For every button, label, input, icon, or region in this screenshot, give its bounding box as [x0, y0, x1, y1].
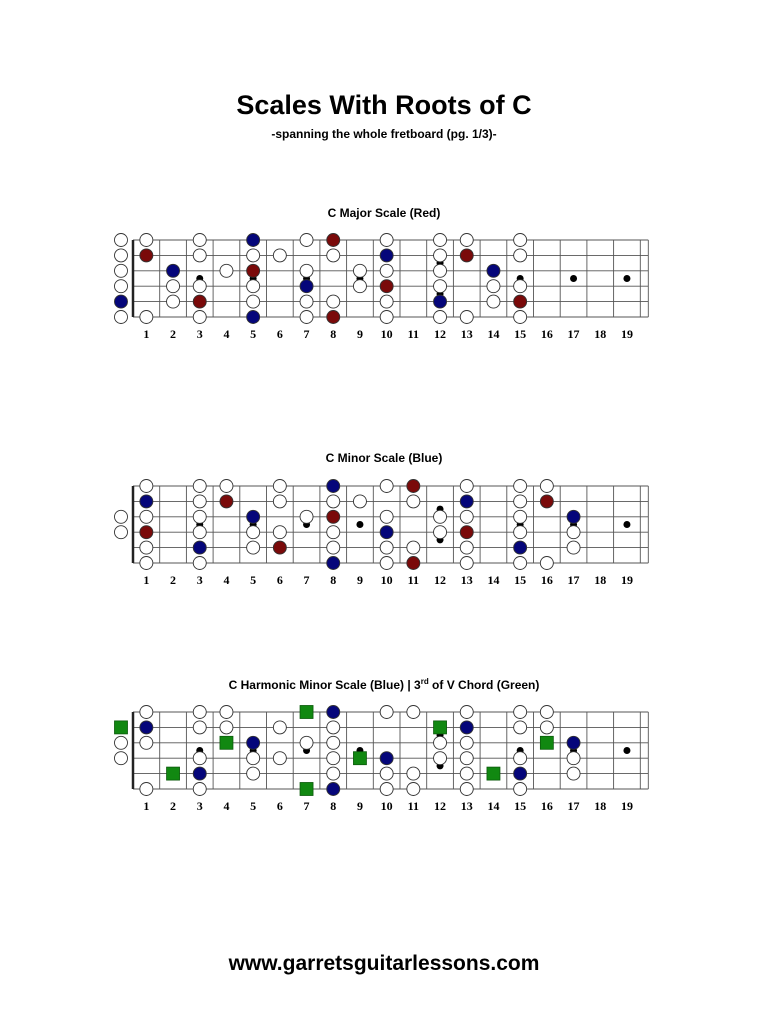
scale-note-open: [140, 736, 153, 749]
scale-note-open: [273, 249, 286, 262]
scale-note-open: [514, 311, 527, 324]
fret-marker-dot: [623, 521, 630, 528]
open-string-note-open: [115, 234, 128, 247]
scale-note-green: [300, 783, 313, 796]
scale-note-open: [140, 311, 153, 324]
scale-note-red: [540, 495, 553, 508]
fret-number-label: 1: [143, 573, 150, 587]
scale-note-open: [540, 557, 553, 570]
fret-number-label: 17: [567, 573, 580, 587]
fret-number-label: 14: [487, 327, 500, 341]
scale-note-open: [380, 295, 393, 308]
scale-note-open: [407, 495, 420, 508]
fret-number-label: 4: [223, 573, 230, 587]
scale-note-open: [407, 541, 420, 554]
scale-note-open: [460, 234, 473, 247]
fret-number-label: 9: [356, 327, 363, 341]
scale-note-open: [273, 752, 286, 765]
open-string-note-open: [115, 526, 128, 539]
scale-note-open: [460, 510, 473, 523]
fret-number-label: 8: [330, 799, 337, 813]
fret-number-label: 17: [567, 799, 580, 813]
scale-note-green: [434, 721, 447, 734]
scale-note-open: [140, 510, 153, 523]
fret-number-label: 2: [170, 799, 177, 813]
scale-note-open: [300, 264, 313, 277]
harmonic-minor-fretboard: [0, 700, 768, 820]
scale-note-open: [140, 557, 153, 570]
footer-url[interactable]: www.garretsguitarlessons.com: [228, 952, 540, 975]
page-title: Scales With Roots of C: [236, 90, 532, 120]
harmonic-minor-title-post: of V Chord (Green): [428, 678, 540, 692]
open-string-note-open: [115, 249, 128, 262]
harmonic-minor-title-pre: C Harmonic Minor Scale (Blue) | 3: [228, 678, 421, 692]
scale-note-blue: [514, 541, 527, 554]
scale-note-open: [140, 783, 153, 796]
scale-note-blue: [300, 280, 313, 293]
scale-note-open: [434, 736, 447, 749]
scale-note-open: [247, 280, 260, 293]
fret-number-label: 16: [540, 799, 553, 813]
scale-note-open: [300, 510, 313, 523]
scale-note-open: [193, 706, 206, 719]
scale-note-blue: [327, 557, 340, 570]
fret-number-label: 11: [407, 327, 420, 341]
scale-note-open: [247, 541, 260, 554]
scale-note-blue: [434, 295, 447, 308]
scale-note-open: [193, 526, 206, 539]
scale-note-open: [514, 234, 527, 247]
fret-number-label: 18: [594, 799, 607, 813]
scale-note-open: [380, 264, 393, 277]
scale-note-open: [140, 480, 153, 493]
scale-note-open: [514, 557, 527, 570]
scale-note-red: [220, 495, 233, 508]
scale-note-blue: [514, 767, 527, 780]
scale-note-open: [487, 295, 500, 308]
scale-note-red: [407, 480, 420, 493]
open-string-note-green: [115, 721, 128, 734]
scale-note-open: [327, 526, 340, 539]
scale-note-blue: [327, 706, 340, 719]
scale-note-open: [300, 234, 313, 247]
fret-number-label: 5: [250, 573, 257, 587]
scale-note-blue: [140, 495, 153, 508]
scale-note-green: [220, 736, 233, 749]
scale-note-open: [247, 752, 260, 765]
scale-note-open: [140, 234, 153, 247]
fret-number-label: 12: [434, 799, 447, 813]
open-string-note-open: [115, 752, 128, 765]
fret-number-label: 17: [567, 327, 580, 341]
scale-note-open: [514, 752, 527, 765]
fret-number-label: 16: [540, 573, 553, 587]
fret-number-label: 15: [514, 799, 527, 813]
scale-note-open: [247, 767, 260, 780]
scale-note-green: [540, 736, 553, 749]
fret-number-label: 7: [303, 327, 310, 341]
fret-number-label: 18: [594, 327, 607, 341]
scale-note-open: [380, 541, 393, 554]
scale-note-open: [327, 249, 340, 262]
fret-number-label: 6: [276, 327, 283, 341]
scale-note-blue: [193, 767, 206, 780]
scale-note-open: [193, 495, 206, 508]
scale-note-open: [514, 280, 527, 293]
scale-note-open: [220, 721, 233, 734]
scale-note-green: [300, 706, 313, 719]
scale-note-open: [380, 510, 393, 523]
major-scale-title: C Major Scale (Red): [327, 206, 441, 220]
fret-number-label: 4: [223, 327, 230, 341]
scale-note-open: [380, 311, 393, 324]
scale-note-open: [380, 557, 393, 570]
fret-number-label: 4: [223, 799, 230, 813]
scale-note-open: [327, 541, 340, 554]
scale-note-open: [193, 752, 206, 765]
scale-note-red: [407, 557, 420, 570]
fret-number-label: 8: [330, 573, 337, 587]
scale-note-blue: [380, 526, 393, 539]
fret-number-label: 6: [276, 799, 283, 813]
fret-number-label: 13: [460, 799, 473, 813]
scale-note-blue: [193, 541, 206, 554]
scale-note-blue: [327, 480, 340, 493]
scale-note-blue: [460, 495, 473, 508]
scale-note-open: [514, 495, 527, 508]
scale-note-blue: [327, 783, 340, 796]
scale-note-open: [273, 495, 286, 508]
scale-note-open: [193, 280, 206, 293]
scale-note-open: [247, 295, 260, 308]
scale-note-open: [353, 264, 366, 277]
scale-note-open: [167, 295, 180, 308]
scale-note-blue: [247, 510, 260, 523]
fret-number-label: 2: [170, 573, 177, 587]
scale-note-open: [407, 706, 420, 719]
scale-note-open: [434, 280, 447, 293]
open-string-note-open: [115, 510, 128, 523]
fret-number-label: 1: [143, 327, 150, 341]
scale-note-open: [220, 264, 233, 277]
scale-note-open: [380, 706, 393, 719]
scale-note-open: [327, 736, 340, 749]
open-string-note-open: [115, 736, 128, 749]
minor-scale-title: C Minor Scale (Blue): [325, 451, 443, 465]
scale-note-open: [514, 510, 527, 523]
scale-note-open: [140, 706, 153, 719]
scale-note-open: [514, 249, 527, 262]
fret-number-label: 7: [303, 573, 310, 587]
scale-note-open: [193, 311, 206, 324]
major-scale-fretboard: [0, 228, 768, 348]
scale-note-open: [327, 295, 340, 308]
fret-number-label: 10: [380, 799, 393, 813]
scale-note-red: [193, 295, 206, 308]
scale-note-red: [460, 526, 473, 539]
fret-number-label: 14: [487, 573, 500, 587]
open-string-note-blue: [115, 295, 128, 308]
fret-number-label: 14: [487, 799, 500, 813]
fret-number-label: 15: [514, 573, 527, 587]
scale-note-blue: [247, 736, 260, 749]
fret-number-label: 9: [356, 799, 363, 813]
scale-note-open: [434, 526, 447, 539]
fret-number-label: 3: [196, 327, 203, 341]
fret-number-label: 11: [407, 573, 420, 587]
scale-note-blue: [247, 311, 260, 324]
scale-note-open: [327, 767, 340, 780]
fret-number-label: 11: [407, 799, 420, 813]
scale-note-red: [327, 234, 340, 247]
scale-note-open: [434, 234, 447, 247]
fret-number-label: 13: [460, 327, 473, 341]
fret-number-label: 3: [196, 799, 203, 813]
fret-number-label: 18: [594, 573, 607, 587]
scale-note-red: [247, 264, 260, 277]
scale-note-open: [193, 783, 206, 796]
scale-note-open: [460, 783, 473, 796]
scale-note-open: [434, 311, 447, 324]
scale-note-open: [460, 557, 473, 570]
scale-note-open: [434, 249, 447, 262]
scale-note-open: [567, 767, 580, 780]
fret-number-label: 15: [514, 327, 527, 341]
scale-note-open: [193, 234, 206, 247]
scale-note-open: [407, 783, 420, 796]
scale-note-open: [380, 783, 393, 796]
scale-note-open: [460, 541, 473, 554]
page-subtitle: -spanning the whole fretboard (pg. 1/3)-: [271, 127, 497, 141]
scale-note-open: [380, 480, 393, 493]
scale-note-open: [353, 495, 366, 508]
scale-note-blue: [247, 234, 260, 247]
scale-note-open: [327, 752, 340, 765]
scale-note-red: [140, 526, 153, 539]
fret-marker-dot: [570, 275, 577, 282]
scale-note-blue: [167, 264, 180, 277]
scale-note-open: [380, 234, 393, 247]
scale-note-open: [220, 706, 233, 719]
scale-note-blue: [460, 721, 473, 734]
scale-note-open: [407, 767, 420, 780]
fret-number-label: 7: [303, 799, 310, 813]
scale-note-open: [514, 480, 527, 493]
scale-note-open: [327, 495, 340, 508]
scale-note-open: [434, 264, 447, 277]
scale-note-open: [514, 783, 527, 796]
fret-number-label: 16: [540, 327, 553, 341]
scale-note-open: [514, 706, 527, 719]
fret-number-label: 1: [143, 799, 150, 813]
scale-note-open: [273, 526, 286, 539]
scale-note-open: [540, 721, 553, 734]
scale-note-open: [567, 752, 580, 765]
fret-number-label: 19: [620, 327, 633, 341]
scale-note-open: [514, 526, 527, 539]
scale-note-open: [273, 721, 286, 734]
fret-marker-dot: [623, 275, 630, 282]
open-string-note-open: [115, 280, 128, 293]
open-string-note-open: [115, 264, 128, 277]
fret-marker-dot: [623, 747, 630, 754]
fret-number-label: 5: [250, 799, 257, 813]
scale-note-open: [353, 280, 366, 293]
scale-note-open: [300, 736, 313, 749]
scale-note-open: [140, 541, 153, 554]
scale-note-open: [540, 706, 553, 719]
scale-note-open: [327, 721, 340, 734]
fret-number-label: 19: [620, 799, 633, 813]
scale-note-green: [487, 767, 500, 780]
scale-note-green: [167, 767, 180, 780]
scale-note-blue: [140, 721, 153, 734]
fret-number-label: 12: [434, 327, 447, 341]
open-string-note-open: [115, 311, 128, 324]
fret-number-label: 8: [330, 327, 337, 341]
scale-note-open: [247, 249, 260, 262]
fret-number-label: 9: [356, 573, 363, 587]
scale-note-blue: [380, 752, 393, 765]
fret-number-label: 3: [196, 573, 203, 587]
scale-note-red: [273, 541, 286, 554]
scale-note-open: [193, 510, 206, 523]
scale-note-blue: [567, 510, 580, 523]
scale-note-open: [460, 480, 473, 493]
scale-note-open: [567, 541, 580, 554]
scale-note-open: [193, 480, 206, 493]
fret-number-label: 12: [434, 573, 447, 587]
scale-note-blue: [487, 264, 500, 277]
harmonic-minor-title-sup: rd: [420, 677, 429, 686]
scale-note-open: [167, 280, 180, 293]
harmonic-minor-title: [0, 678, 768, 692]
scale-note-open: [193, 557, 206, 570]
scale-note-blue: [380, 249, 393, 262]
scale-note-red: [380, 280, 393, 293]
scale-note-red: [140, 249, 153, 262]
scale-note-open: [460, 706, 473, 719]
minor-scale-fretboard: [0, 474, 768, 594]
scale-note-open: [434, 510, 447, 523]
scale-note-open: [434, 752, 447, 765]
scale-note-open: [273, 480, 286, 493]
fret-number-label: 13: [460, 573, 473, 587]
fret-number-label: 10: [380, 327, 393, 341]
scale-note-green: [353, 752, 366, 765]
scale-note-red: [327, 311, 340, 324]
scale-note-blue: [567, 736, 580, 749]
fret-number-label: 6: [276, 573, 283, 587]
scale-note-open: [300, 295, 313, 308]
scale-note-open: [380, 767, 393, 780]
scale-note-open: [460, 311, 473, 324]
scale-note-open: [540, 480, 553, 493]
scale-note-open: [514, 721, 527, 734]
scale-note-open: [487, 280, 500, 293]
scale-note-red: [460, 249, 473, 262]
fret-number-label: 2: [170, 327, 177, 341]
fret-number-label: 10: [380, 573, 393, 587]
fret-marker-dot: [356, 521, 363, 528]
scale-note-red: [514, 295, 527, 308]
scale-note-open: [460, 736, 473, 749]
scale-note-open: [193, 249, 206, 262]
scale-note-open: [247, 526, 260, 539]
scale-note-open: [567, 526, 580, 539]
scale-note-open: [460, 767, 473, 780]
fret-number-label: 5: [250, 327, 257, 341]
fret-number-label: 19: [620, 573, 633, 587]
scale-note-open: [300, 311, 313, 324]
scale-note-red: [327, 510, 340, 523]
scale-note-open: [193, 721, 206, 734]
scale-note-open: [460, 752, 473, 765]
scale-note-open: [220, 480, 233, 493]
